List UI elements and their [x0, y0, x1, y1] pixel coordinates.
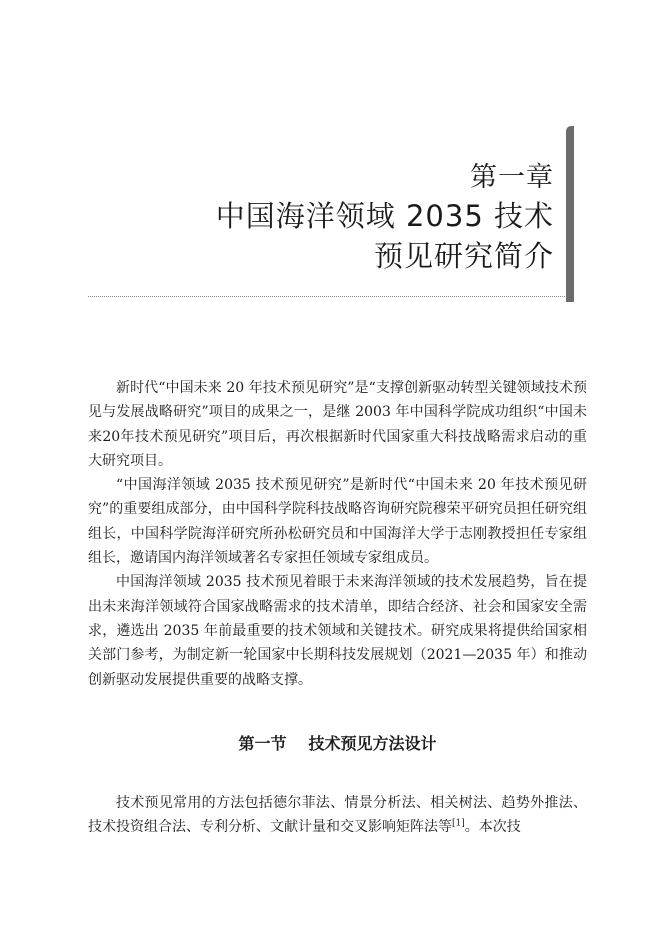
section-text: [88, 791, 587, 840]
citation-ref: [1]: [452, 818, 465, 829]
chapter-title-line-1: 中国海洋领域 2035 技术: [215, 199, 554, 233]
section-paragraph-continuation: 。本次技: [464, 819, 521, 836]
chapter-side-tab: [566, 126, 574, 302]
section-number: 第一节: [238, 734, 287, 753]
section-paragraph-text: 技术预见常用的方法包括德尔菲法、情景分析法、相关树法、趋势外推法、技术投资组合法、专利分析、文献计量和交叉影响矩阵法等: [88, 795, 587, 836]
section-title: 技术预见方法设计: [308, 734, 437, 753]
paragraph-2: “中国海洋领域 2035 技术预见研究”是新时代“中国未来 20 年技术预见研究”的重要组成部分，由中国科学院科技战略咨询研究院穆荣平研究员担任研究组组长，中国科学院海洋研究所孙松研究员和中国海洋大学于志刚教授担任专家组组长，邀请国内海洋领域著名专家担任领域专家组成员。: [88, 477, 587, 567]
header-divider: [88, 296, 565, 297]
chapter-title-line-2: 预见研究简介: [373, 239, 554, 273]
section-paragraph: [88, 791, 587, 840]
chapter-header: [88, 160, 554, 276]
paragraph-3: 中国海洋领域 2035 技术预见着眼于未来海洋领域的技术发展趋势，旨在提出未来海洋领域符合国家战略需求的技术清单，即结合经济、社会和国家安全需求，遴选出 2035 年前最重要的技术领域和关键技术。研究成果将提供给国家相关部门参考，为制定新一轮国家中长期科技发展规划（2021—2035 年）和推动创新驱动发展提供重要的战略支撑。: [88, 574, 587, 688]
intro-text: [88, 376, 587, 692]
chapter-number: 第一章: [470, 162, 554, 193]
paragraph-1: 新时代“中国未来 20 年技术预见研究”是“支撑创新驱动转型关键领域技术预见与发展战略研究”项目的成果之一，是继 2003 年中国科学院成功组织“中国未来20年技术预见研究”项目后，再次根据新时代国家重大科技战略需求启动的重大研究项目。: [88, 380, 587, 469]
section-heading: [88, 730, 587, 758]
